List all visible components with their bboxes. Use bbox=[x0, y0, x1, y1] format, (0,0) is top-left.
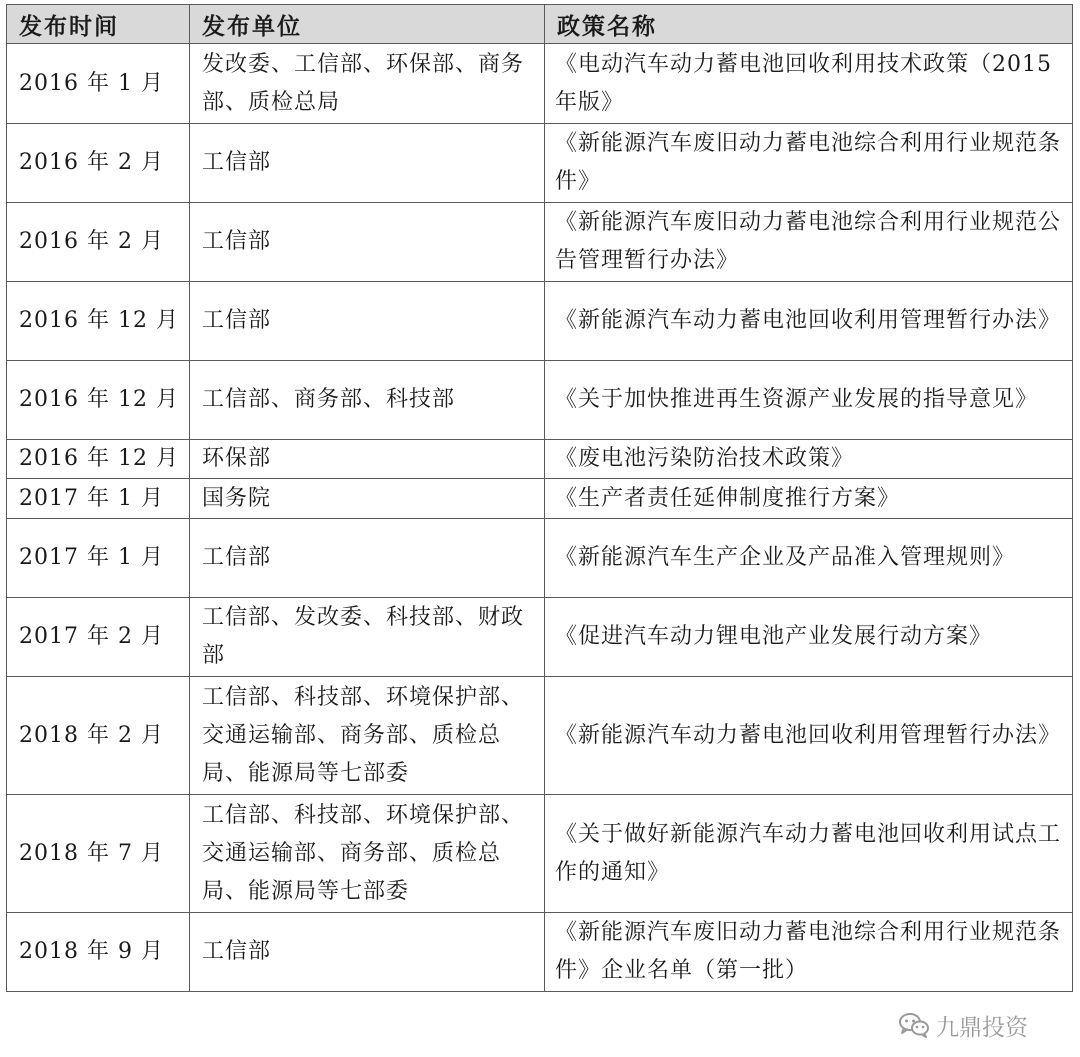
cell-policy-name: 《促进汽车动力锂电池产业发展行动方案》 bbox=[545, 598, 1073, 677]
cell-policy-name: 《废电池污染防治技术政策》 bbox=[545, 440, 1073, 479]
table-body bbox=[7, 44, 1073, 992]
table-row bbox=[7, 677, 1073, 795]
cell-date: 2016 年 2 月 bbox=[7, 124, 190, 203]
cell-date: 2016 年 12 月 bbox=[7, 282, 190, 361]
wechat-icon bbox=[898, 1012, 930, 1038]
cell-unit: 工信部、科技部、环境保护部、交通运输部、商务部、质检总局、能源局等七部委 bbox=[190, 795, 545, 913]
table-row bbox=[7, 795, 1073, 913]
cell-date: 2018 年 2 月 bbox=[7, 677, 190, 795]
table-row bbox=[7, 44, 1073, 124]
cell-policy-name: 《关于加快推进再生资源产业发展的指导意见》 bbox=[545, 361, 1073, 440]
cell-unit: 工信部 bbox=[190, 913, 545, 992]
table-row bbox=[7, 913, 1073, 992]
cell-date: 2016 年 2 月 bbox=[7, 203, 190, 282]
cell-policy-name: 《新能源汽车废旧动力蓄电池综合利用行业规范条件》企业名单（第一批） bbox=[545, 913, 1073, 992]
cell-unit: 工信部 bbox=[190, 124, 545, 203]
cell-unit: 工信部、科技部、环境保护部、交通运输部、商务部、质检总局、能源局等七部委 bbox=[190, 677, 545, 795]
cell-policy-name: 《新能源汽车动力蓄电池回收利用管理暂行办法》 bbox=[545, 677, 1073, 795]
cell-date: 2017 年 2 月 bbox=[7, 598, 190, 677]
cell-date: 2018 年 9 月 bbox=[7, 913, 190, 992]
cell-unit: 工信部、商务部、科技部 bbox=[190, 361, 545, 440]
table-row bbox=[7, 519, 1073, 598]
cell-policy-name: 《新能源汽车废旧动力蓄电池综合利用行业规范条件》 bbox=[545, 124, 1073, 203]
table-row bbox=[7, 598, 1073, 677]
policy-table bbox=[6, 4, 1073, 992]
cell-unit: 工信部 bbox=[190, 282, 545, 361]
cell-policy-name: 《电动汽车动力蓄电池回收利用技术政策（2015 年版》 bbox=[545, 44, 1073, 124]
cell-date: 2017 年 1 月 bbox=[7, 519, 190, 598]
cell-unit: 工信部 bbox=[190, 203, 545, 282]
cell-date: 2016 年 1 月 bbox=[7, 44, 190, 124]
watermark-text: 九鼎投资 bbox=[936, 1014, 1028, 1041]
table-row bbox=[7, 440, 1073, 479]
header-name: 政策名称 bbox=[545, 5, 1073, 44]
cell-policy-name: 《新能源汽车生产企业及产品准入管理规则》 bbox=[545, 519, 1073, 598]
table-row bbox=[7, 361, 1073, 440]
cell-date: 2016 年 12 月 bbox=[7, 440, 190, 479]
table-row bbox=[7, 124, 1073, 203]
cell-date: 2016 年 12 月 bbox=[7, 361, 190, 440]
cell-policy-name: 《关于做好新能源汽车动力蓄电池回收利用试点工作的通知》 bbox=[545, 795, 1073, 913]
watermark bbox=[898, 1010, 1058, 1040]
table-header-row bbox=[7, 5, 1073, 44]
cell-unit: 发改委、工信部、环保部、商务部、质检总局 bbox=[190, 44, 545, 124]
cell-date: 2018 年 7 月 bbox=[7, 795, 190, 913]
cell-unit: 环保部 bbox=[190, 440, 545, 479]
table-row bbox=[7, 203, 1073, 282]
table-row bbox=[7, 282, 1073, 361]
header-unit: 发布单位 bbox=[190, 5, 545, 44]
cell-date: 2017 年 1 月 bbox=[7, 479, 190, 519]
cell-unit: 工信部、发改委、科技部、财政部 bbox=[190, 598, 545, 677]
cell-unit: 工信部 bbox=[190, 519, 545, 598]
cell-policy-name: 《新能源汽车动力蓄电池回收利用管理暂行办法》 bbox=[545, 282, 1073, 361]
cell-unit: 国务院 bbox=[190, 479, 545, 519]
cell-policy-name: 《生产者责任延伸制度推行方案》 bbox=[545, 479, 1073, 519]
table-row bbox=[7, 479, 1073, 519]
header-date: 发布时间 bbox=[7, 5, 190, 44]
cell-policy-name: 《新能源汽车废旧动力蓄电池综合利用行业规范公告管理暂行办法》 bbox=[545, 203, 1073, 282]
